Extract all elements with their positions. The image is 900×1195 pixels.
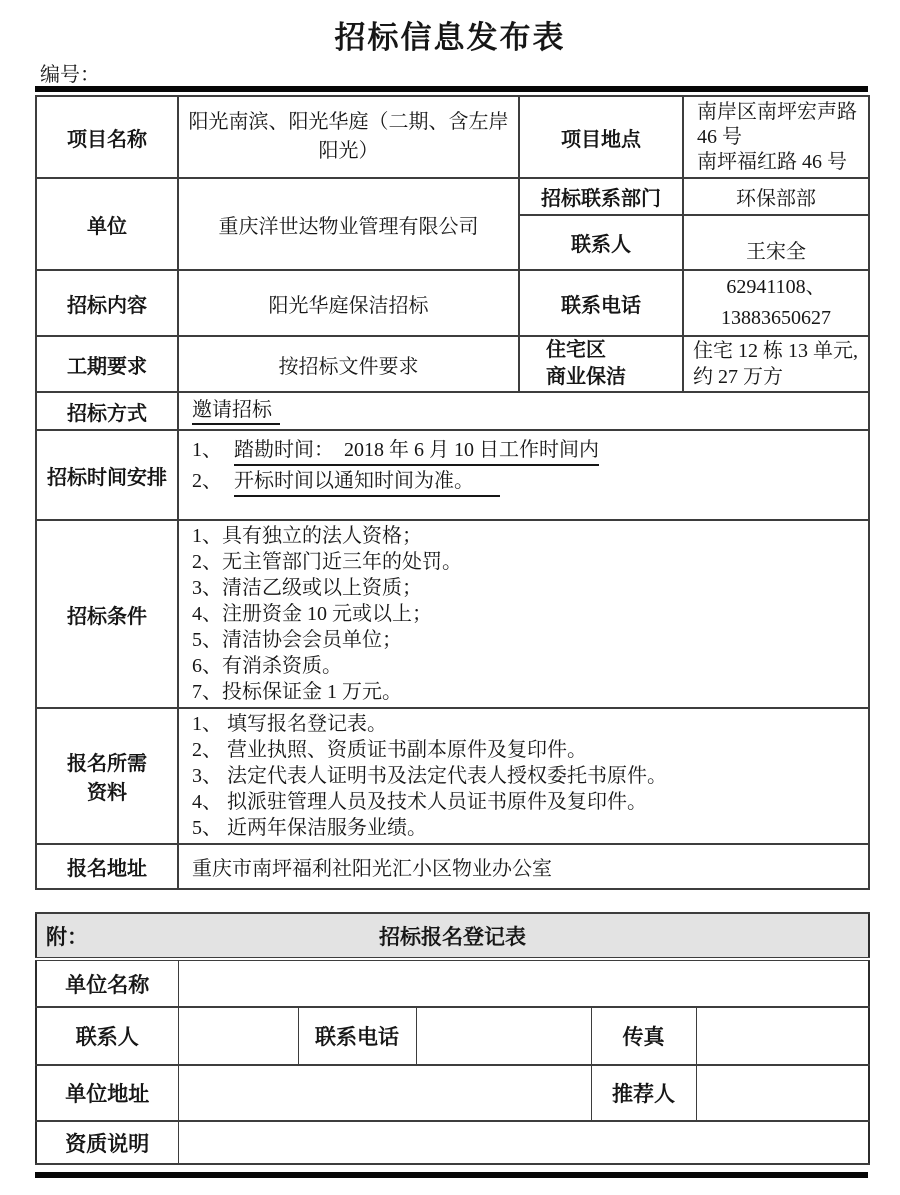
registration-table xyxy=(35,912,870,1165)
row-conditions xyxy=(36,520,869,708)
project-name-value xyxy=(178,96,519,178)
project-location-label: 项目地点 xyxy=(519,96,683,178)
condition-item: 1、具有独立的法人资格； xyxy=(192,525,422,547)
materials-label-line2: 资料 xyxy=(87,782,127,804)
bid-content-value: 阳光华庭保洁招标 xyxy=(178,270,519,336)
address-value: 重庆市南坪福利社阳光汇小区物业办公室 xyxy=(178,844,869,889)
area-value-line2: 约 27 万方 xyxy=(693,366,783,388)
phone-value xyxy=(683,270,869,336)
page-title: 招标信息发布表 xyxy=(334,20,566,55)
company-name-blank-cell xyxy=(178,959,869,1007)
fax-blank-cell xyxy=(696,1007,869,1065)
attachment-label: 附： xyxy=(46,924,88,949)
project-name-line1: 阳光南滨、阳光华庭（二期、含左岸 xyxy=(188,111,509,133)
fax-label: 传真 xyxy=(591,1007,696,1065)
bid-info-table xyxy=(35,95,870,890)
reg-table-title: 招标报名登记表 xyxy=(379,924,527,949)
area-label xyxy=(519,336,683,392)
condition-item: 2、无主管部门近三年的处罚。 xyxy=(192,551,462,573)
material-item: 1、 填写报名登记表。 xyxy=(192,713,387,735)
doc-number-label: 编号： xyxy=(40,64,100,86)
phone-line2: 13883650627 xyxy=(721,307,831,329)
bid-method-value xyxy=(178,392,869,430)
referrer-blank-cell xyxy=(696,1065,869,1121)
material-item: 4、 拟派驻管理人员及技术人员证书原件及复印件。 xyxy=(192,791,647,813)
condition-item: 5、清洁协会会员单位； xyxy=(192,629,402,651)
materials-label-line1: 报名所需 xyxy=(67,753,147,775)
project-location-line3: 南坪福红路 46 号 xyxy=(697,151,847,173)
project-location-line2: 46 号 xyxy=(697,126,742,148)
materials-list xyxy=(178,708,869,844)
condition-item: 3、清洁乙级或以上资质； xyxy=(192,577,422,599)
condition-item: 6、有消杀资质。 xyxy=(192,655,342,677)
contact-dept-value: 环保部部 xyxy=(683,178,869,215)
reg-row-company xyxy=(36,959,869,1007)
reg-row-contact xyxy=(36,1007,869,1065)
phone-label: 联系电话 xyxy=(519,270,683,336)
row-address xyxy=(36,844,869,889)
material-item: 2、 营业执照、资质证书副本原件及复印件。 xyxy=(192,739,587,761)
schedule-label: 招标时间安排 xyxy=(36,430,178,520)
project-name-label: 项目名称 xyxy=(36,96,178,178)
area-value xyxy=(683,336,869,392)
bid-content-label: 招标内容 xyxy=(36,270,178,336)
qualification-blank-cell xyxy=(178,1121,869,1164)
condition-item: 4、注册资金 10 元或以上； xyxy=(192,603,432,625)
conditions-label: 招标条件 xyxy=(36,520,178,708)
duration-label: 工期要求 xyxy=(36,336,178,392)
referrer-label: 推荐人 xyxy=(591,1065,696,1121)
reg-address-blank-cell xyxy=(178,1065,591,1121)
schedule-item-2 xyxy=(192,466,862,497)
area-label-line2: 商业保洁 xyxy=(546,366,626,388)
reg-contact-label: 联系人 xyxy=(36,1007,178,1065)
phone-line1: 62941108、 xyxy=(726,276,826,298)
reg-table-header xyxy=(36,913,869,959)
schedule-item-2-number: 2、 xyxy=(192,470,222,492)
qualification-label: 资质说明 xyxy=(36,1121,178,1164)
area-value-line1: 住宅 12 栋 13 单元, xyxy=(693,340,858,362)
contact-dept-label: 招标联系部门 xyxy=(519,178,683,215)
reg-header-row xyxy=(36,913,869,959)
reg-contact-blank-cell xyxy=(178,1007,298,1065)
reg-row-qualification xyxy=(36,1121,869,1164)
project-location-value xyxy=(683,96,869,178)
schedule-value xyxy=(178,430,869,520)
schedule-item-1-text: 踏勘时间： 2018 年 6 月 10 日工作时间内 xyxy=(234,437,599,466)
conditions-list xyxy=(178,520,869,708)
top-thick-rule xyxy=(35,86,868,92)
area-label-line1: 住宅区 xyxy=(546,339,606,361)
unit-value: 重庆洋世达物业管理有限公司 xyxy=(178,178,519,270)
condition-item: 7、投标保证金 1 万元。 xyxy=(192,681,402,703)
address-label: 报名地址 xyxy=(36,844,178,889)
material-item: 3、 法定代表人证明书及法定代表人授权委托书原件。 xyxy=(192,765,667,787)
row-schedule xyxy=(36,430,869,520)
row-bid-method xyxy=(36,392,869,430)
reg-phone-label: 联系电话 xyxy=(298,1007,416,1065)
bid-method-underlined-text: 邀请招标 xyxy=(192,398,280,425)
reg-row-address xyxy=(36,1065,869,1121)
reg-address-label: 单位地址 xyxy=(36,1065,178,1121)
schedule-item-1-number: 1、 xyxy=(192,439,222,461)
schedule-item-2-text: 开标时间以通知时间为准。 xyxy=(234,468,500,497)
reg-phone-blank-cell xyxy=(416,1007,591,1065)
unit-label: 单位 xyxy=(36,178,178,270)
project-name-line2: 阳光） xyxy=(318,140,379,162)
company-name-label: 单位名称 xyxy=(36,959,178,1007)
project-location-line1: 南岸区南坪宏声路 xyxy=(697,101,857,123)
bid-method-label: 招标方式 xyxy=(36,392,178,430)
row-project xyxy=(36,96,869,178)
materials-label xyxy=(36,708,178,844)
duration-value: 按招标文件要求 xyxy=(178,336,519,392)
contact-person-label: 联系人 xyxy=(519,215,683,270)
schedule-item-1 xyxy=(192,435,862,466)
contact-person-value: 王宋全 xyxy=(683,215,869,270)
row-unit-a xyxy=(36,178,869,215)
row-materials xyxy=(36,708,869,844)
row-duration xyxy=(36,336,869,392)
bottom-thick-rule xyxy=(35,1172,868,1178)
material-item: 5、 近两年保洁服务业绩。 xyxy=(192,817,427,839)
row-bid-content xyxy=(36,270,869,336)
